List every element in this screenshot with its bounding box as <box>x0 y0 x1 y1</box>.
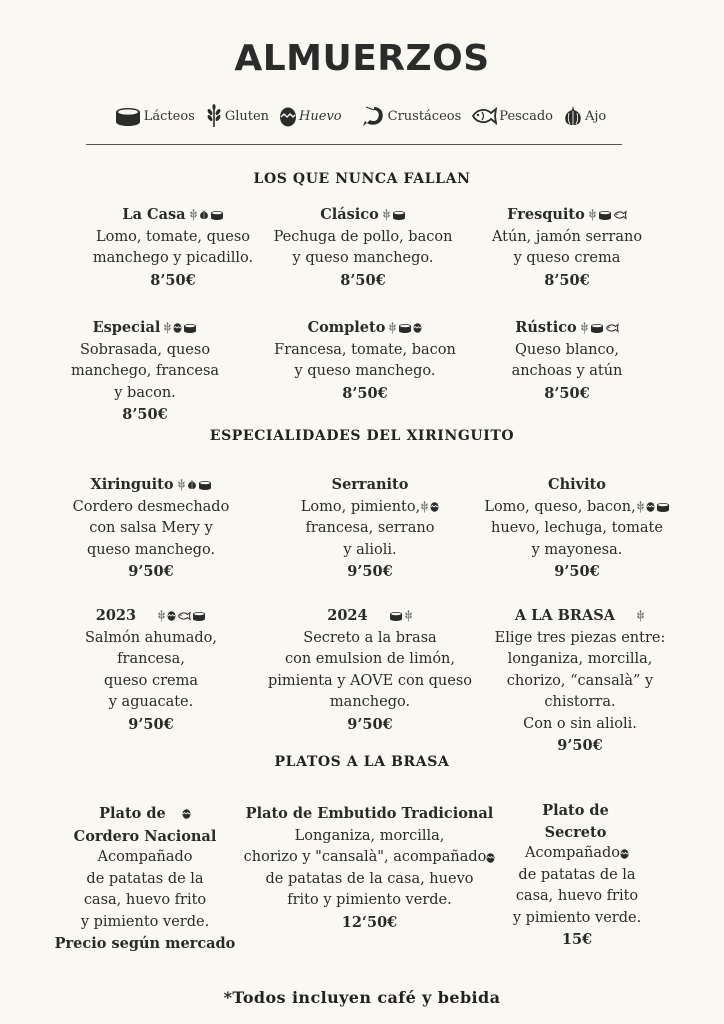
item-desc-line: y queso manchego. <box>292 250 434 266</box>
menu-item-2023 <box>36 605 266 735</box>
legend-label: Lácteos <box>143 108 195 124</box>
legend-label: Crustáceos <box>387 108 462 124</box>
item-desc-line: Salmón ahumado, <box>85 629 217 646</box>
menu-item-especial <box>30 317 260 426</box>
menu-item-chivito <box>462 474 692 583</box>
item-price: 9’50€ <box>554 563 600 580</box>
cheese-icon <box>114 106 142 126</box>
allergen-icons <box>420 501 439 513</box>
egg-icon <box>413 322 422 333</box>
item-desc-line: anchoas y atún <box>511 363 623 379</box>
cheese-icon <box>392 210 406 220</box>
page-title: ALMUERZOS <box>234 38 490 79</box>
item-desc-line: Atún, jamón serrano <box>491 228 643 245</box>
item-desc-line: queso crema <box>103 672 198 689</box>
item-name: Serranito <box>331 476 409 493</box>
item-name: A LA BRASA <box>515 605 645 627</box>
item-name-line2: Cordero Nacional <box>73 827 217 845</box>
item-name: Clásico <box>320 204 406 226</box>
legend-item-lacteos <box>114 106 195 126</box>
section-title-platos-brasa: PLATOS A LA BRASA <box>274 754 450 770</box>
legend-label: Gluten <box>224 108 270 124</box>
item-desc-line: manchego y picadillo. <box>92 250 254 266</box>
item-desc-line: Queso blanco, <box>515 341 619 358</box>
allergen-icons <box>382 209 406 221</box>
item-desc-line: Sobrasada, queso <box>79 341 211 358</box>
item-desc-line: Acompañado <box>462 843 692 865</box>
item-desc-line: Longaniza, morcilla, <box>294 827 445 844</box>
item-name: Plato de <box>99 803 191 825</box>
legend-item-gluten <box>205 104 269 128</box>
egg-icon <box>182 808 191 819</box>
item-desc-line: chorizo y "cansalà", acompañado <box>232 847 507 869</box>
menu-item-secreto <box>462 800 692 951</box>
allergen-icons <box>636 501 670 513</box>
item-desc-line: con salsa Mery y <box>89 520 213 536</box>
item-price: 9’50€ <box>347 715 393 733</box>
menu-item-cordero <box>30 803 260 955</box>
cheese-icon <box>590 323 604 333</box>
wheat-icon <box>205 104 223 128</box>
cheese-icon <box>389 611 403 621</box>
item-name: Xiringuito <box>90 474 211 496</box>
fish-icon <box>177 611 191 621</box>
item-price: 9’50€ <box>128 715 174 733</box>
shrimp-icon <box>362 105 386 127</box>
legend-label: Huevo <box>299 108 342 124</box>
item-desc-line: manchego, francesa <box>70 363 220 379</box>
menu-item-xiringuito <box>36 474 266 583</box>
allergen-icons <box>189 209 224 221</box>
garlic-icon <box>199 209 209 220</box>
item-price: 8’50€ <box>342 384 388 402</box>
item-desc-line: Con o sin alioli. <box>523 715 637 732</box>
item-desc-line: manchego. <box>329 694 411 710</box>
item-name: 2023 <box>96 605 207 627</box>
cheese-icon <box>183 323 197 333</box>
item-name: Plato de Embutido Tradicional <box>245 805 494 822</box>
wheat-icon <box>580 322 589 334</box>
item-desc-line: Lomo, tomate, queso <box>95 228 250 245</box>
item-desc-line: casa, huevo frito <box>515 888 639 904</box>
cheese-icon <box>398 323 412 333</box>
item-price: 8’50€ <box>544 271 590 289</box>
item-name-line2: Secreto <box>544 823 607 841</box>
footer-note: *Todos incluyen café y bebida <box>223 988 501 1007</box>
item-desc-line: huevo, lechuga, tomate <box>491 520 663 536</box>
item-price: 8’50€ <box>340 271 386 289</box>
item-desc-line: longaniza, morcilla, <box>507 651 653 667</box>
egg-icon <box>173 322 182 333</box>
item-desc-line: Acompañado <box>97 849 193 865</box>
cheese-icon <box>210 210 224 220</box>
wheat-icon <box>382 209 391 221</box>
item-desc-line: de patatas de la <box>86 870 204 887</box>
item-name: Plato de <box>542 802 609 819</box>
legend-item-crustaceos <box>362 105 462 127</box>
section-title-especialidades: ESPECIALIDADES DEL XIRINGUITO <box>209 428 515 444</box>
item-price: 9’50€ <box>557 737 603 754</box>
item-name: La Casa <box>122 204 223 226</box>
wheat-icon <box>177 479 186 491</box>
item-desc-line: y aguacate. <box>108 694 194 710</box>
allergen-legend <box>0 104 724 128</box>
egg-icon <box>430 501 439 512</box>
item-desc-line: pimienta y AOVE con queso <box>267 672 473 689</box>
item-price: 12‘50€ <box>341 913 398 931</box>
item-desc-line: y bacon. <box>114 384 176 401</box>
item-desc-line: Lomo, queso, bacon, <box>462 497 692 519</box>
cheese-icon <box>656 502 670 512</box>
cheese-icon <box>598 210 612 220</box>
menu-item-a-la-brasa <box>465 605 695 757</box>
item-name: Rústico <box>515 317 618 339</box>
item-desc-line: de patatas de la casa, huevo <box>265 870 474 887</box>
item-desc-line: Elige tres piezas entre: <box>494 629 666 646</box>
item-price: 15€ <box>561 931 593 948</box>
item-desc-line: de patatas de la <box>518 866 636 883</box>
allergen-icons <box>580 322 619 334</box>
legend-item-ajo <box>563 105 606 127</box>
item-desc-line: y pimiento verde. <box>512 909 642 926</box>
garlic-icon <box>563 105 583 127</box>
item-price: 8’50€ <box>150 271 196 289</box>
item-price: 8’50€ <box>544 384 590 402</box>
item-desc-line: y queso manchego. <box>294 363 436 379</box>
menu-item-serranito <box>255 474 485 583</box>
item-desc-line: chorizo, “cansalà” y <box>506 672 654 689</box>
wheat-icon <box>157 610 166 622</box>
wheat-icon <box>636 501 645 513</box>
allergen-icons <box>620 848 629 859</box>
egg-icon <box>167 610 176 621</box>
cheese-icon <box>192 611 206 621</box>
item-price: 8’50€ <box>122 406 168 423</box>
allergen-icons <box>177 479 212 491</box>
item-name: Completo <box>308 317 423 339</box>
allergen-icons <box>163 322 197 334</box>
item-name: Fresquito <box>507 204 627 226</box>
item-desc-line: francesa, serrano <box>305 520 435 536</box>
wheat-icon <box>636 610 645 622</box>
menu-item-rustico <box>452 317 682 404</box>
allergen-icons <box>588 209 627 221</box>
item-desc-line: y mayonesa. <box>531 541 623 558</box>
menu-item-fresquito <box>452 204 682 291</box>
item-name: 2024 <box>327 605 413 627</box>
section-title-nunca-fallan: LOS QUE NUNCA FALLAN <box>253 171 471 187</box>
item-desc-line: con emulsion de limón, <box>284 651 456 667</box>
garlic-icon <box>187 479 197 490</box>
item-desc-line: y alioli. <box>343 541 397 558</box>
egg-icon <box>646 501 655 512</box>
fish-icon <box>613 210 627 220</box>
allergen-icons <box>636 610 645 622</box>
item-desc-line: Secreto a la brasa <box>303 629 437 646</box>
item-desc-line: Cordero desmechado <box>72 498 230 515</box>
cheese-icon <box>198 480 212 490</box>
legend-label: Ajo <box>585 108 607 124</box>
fish-icon <box>471 106 497 126</box>
allergen-icons <box>182 808 191 819</box>
egg-icon <box>620 848 629 859</box>
divider <box>86 144 622 145</box>
menu-item-completo <box>250 317 480 404</box>
egg-icon <box>279 105 297 127</box>
item-desc-line: Lomo, pimiento, <box>255 497 485 519</box>
item-desc-line: frito y pimiento verde. <box>287 892 452 908</box>
item-price: 9’50€ <box>128 563 174 580</box>
wheat-icon <box>388 322 397 334</box>
item-desc-line: Pechuga de pollo, bacon <box>273 228 453 245</box>
wheat-icon <box>404 610 413 622</box>
item-price: 9’50€ <box>347 563 393 580</box>
item-desc-line: y queso crema <box>513 250 621 266</box>
legend-label: Pescado <box>499 108 553 124</box>
allergen-icons <box>389 610 413 622</box>
item-price: Precio según mercado <box>54 935 236 952</box>
fish-icon <box>605 323 619 333</box>
item-desc-line: casa, huevo frito <box>83 892 207 908</box>
item-desc-line: queso manchego. <box>86 541 216 558</box>
allergen-icons <box>388 322 422 334</box>
item-name: Chivito <box>548 476 606 493</box>
legend-item-huevo <box>279 105 342 127</box>
menu-item-2024 <box>245 605 495 735</box>
legend-item-pescado <box>471 106 553 126</box>
item-desc-line: francesa, <box>117 651 185 667</box>
item-name: Especial <box>93 317 198 339</box>
item-desc-line: chistorra. <box>544 694 616 710</box>
wheat-icon <box>189 209 198 221</box>
item-desc-line: y pimiento verde. <box>80 913 210 930</box>
wheat-icon <box>588 209 597 221</box>
wheat-icon <box>163 322 172 334</box>
allergen-icons <box>157 610 206 622</box>
wheat-icon <box>420 501 429 513</box>
item-desc-line: Francesa, tomate, bacon <box>274 341 456 358</box>
menu-item-clasico <box>248 204 478 291</box>
